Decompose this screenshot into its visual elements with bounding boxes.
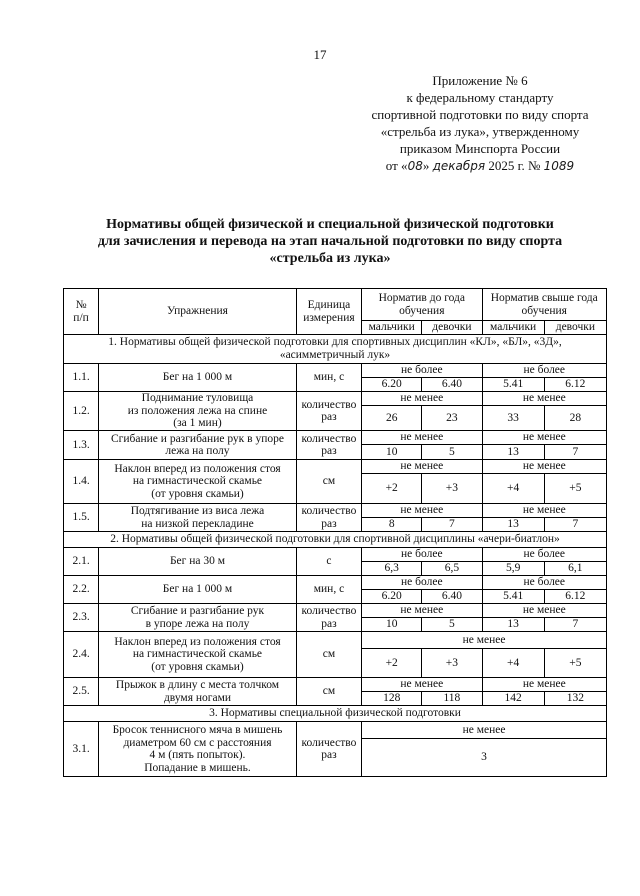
exercise-name: Бег на 1 000 м <box>99 576 297 604</box>
norms-table <box>63 288 607 777</box>
table-row <box>64 722 607 739</box>
unit-of-measure: количество раз <box>296 431 361 460</box>
norm-value: 6.20 <box>362 378 422 392</box>
norm-value: +4 <box>482 474 544 504</box>
norm-value: 5 <box>422 445 482 460</box>
norm-value: 6,5 <box>422 562 482 576</box>
unit-of-measure: количество раз <box>296 392 361 431</box>
norm-label: не менее <box>482 431 606 445</box>
exercise-name: Подтягивание из виса лежа на низкой перекладине <box>99 504 297 532</box>
exercise-name: Сгибание и разгибание рук в упоре лежа на полу <box>99 604 297 632</box>
norm-label: не более <box>482 364 606 378</box>
exercise-name: Поднимание туловища из положения лежа на спине (за 1 мин) <box>99 392 297 431</box>
norm-label: не более <box>482 576 606 590</box>
norm-value: 118 <box>422 692 482 706</box>
annex-line: спортивной подготовки по виду спорта <box>371 107 589 122</box>
norm-value: +2 <box>362 474 422 504</box>
annex-block <box>330 72 630 175</box>
unit-of-measure: мин, с <box>296 576 361 604</box>
table-row <box>64 431 607 445</box>
norm-value: +5 <box>544 649 606 678</box>
norm-label: не менее <box>362 431 482 445</box>
annex-line: приказом Минспорта России <box>399 141 561 156</box>
table-row <box>64 504 607 518</box>
norm-value: 6,3 <box>362 562 422 576</box>
handwritten-month: декабря <box>432 159 486 173</box>
norm-value: 13 <box>482 518 544 532</box>
header-exercise: Упражнения <box>99 289 297 335</box>
row-number: 1.1. <box>64 364 99 392</box>
norm-value: 28 <box>544 406 606 431</box>
annex-line: Приложение № 6 <box>432 73 528 88</box>
unit-of-measure: см <box>296 460 361 504</box>
norm-value: 142 <box>482 692 544 706</box>
norm-value: 33 <box>482 406 544 431</box>
unit-of-measure: количество раз <box>296 722 361 777</box>
annex-line: «стрельба из лука», утвержденному <box>380 124 580 139</box>
norm-value: 6.12 <box>544 590 606 604</box>
norm-value: 13 <box>482 618 544 632</box>
table-row <box>64 392 607 406</box>
norm-value: 5.41 <box>482 590 544 604</box>
norm-value: 8 <box>362 518 422 532</box>
norm-label: не менее <box>362 604 482 618</box>
table-row <box>64 460 607 474</box>
unit-of-measure: см <box>296 678 361 706</box>
row-number: 3.1. <box>64 722 99 777</box>
exercise-name: Наклон вперед из положения стоя на гимнастической скамье (от уровня скамьи) <box>99 460 297 504</box>
exercise-name: Бег на 30 м <box>99 548 297 576</box>
header-num: № п/п <box>64 289 99 335</box>
unit-of-measure: количество раз <box>296 604 361 632</box>
norm-value: 6.12 <box>544 378 606 392</box>
norm-value: +4 <box>482 649 544 678</box>
norm-value: +5 <box>544 474 606 504</box>
norm-label: не менее <box>482 604 606 618</box>
norm-label: не менее <box>362 678 482 692</box>
row-number: 2.1. <box>64 548 99 576</box>
table-row <box>64 678 607 692</box>
section-3-heading: 3. Нормативы специальной физической подготовки <box>64 706 607 722</box>
norm-value: 5,9 <box>482 562 544 576</box>
table-row <box>64 576 607 590</box>
norm-value: 6.40 <box>422 378 482 392</box>
annex-line: к федеральному стандарту <box>406 90 554 105</box>
header-row <box>64 289 607 321</box>
row-number: 2.3. <box>64 604 99 632</box>
section-2-heading: 2. Нормативы общей физической подготовки для спортивной дисциплины «ачери-биатлон» <box>64 532 607 548</box>
header-unit: Единица измерения <box>296 289 361 335</box>
norm-label: не менее <box>362 392 482 406</box>
norm-label: не менее <box>362 722 607 739</box>
header-norm-up-to-year: Норматив до года обучения <box>362 289 482 321</box>
norm-value: 3 <box>362 739 607 777</box>
header-boys: мальчики <box>482 321 544 335</box>
table-row <box>64 604 607 618</box>
annex-date-line: от «08» декабря 2025 г. № 1089 <box>385 158 575 173</box>
norm-value: 6.40 <box>422 590 482 604</box>
table-row <box>64 632 607 649</box>
row-number: 1.3. <box>64 431 99 460</box>
norm-value: 6.20 <box>362 590 422 604</box>
header-girls: девочки <box>544 321 606 335</box>
norm-label: не менее <box>482 504 606 518</box>
row-number: 1.5. <box>64 504 99 532</box>
norm-value: 7 <box>544 445 606 460</box>
norm-value: 26 <box>362 406 422 431</box>
norm-value: 10 <box>362 618 422 632</box>
norm-label: не более <box>482 548 606 562</box>
norm-label: не менее <box>482 678 606 692</box>
section-row <box>64 335 607 364</box>
exercise-name: Сгибание и разгибание рук в упоре лежа на полу <box>99 431 297 460</box>
norm-value: 132 <box>544 692 606 706</box>
norm-value: 7 <box>544 518 606 532</box>
exercise-name: Бег на 1 000 м <box>99 364 297 392</box>
norm-value: +3 <box>422 649 482 678</box>
norm-value: 10 <box>362 445 422 460</box>
norm-label: не менее <box>482 392 606 406</box>
page-number: 17 <box>313 47 327 62</box>
row-number: 2.2. <box>64 576 99 604</box>
header-boys: мальчики <box>362 321 422 335</box>
unit-of-measure: с <box>296 548 361 576</box>
norm-value: 6,1 <box>544 562 606 576</box>
section-row <box>64 532 607 548</box>
norm-label: не более <box>362 548 482 562</box>
section-row <box>64 706 607 722</box>
norm-label: не более <box>362 576 482 590</box>
row-number: 2.4. <box>64 632 99 678</box>
unit-of-measure: см <box>296 632 361 678</box>
norm-label: не более <box>362 364 482 378</box>
row-number: 1.4. <box>64 460 99 504</box>
handwritten-number: 1089 <box>543 159 575 173</box>
unit-of-measure: мин, с <box>296 364 361 392</box>
norm-label: не менее <box>362 504 482 518</box>
table-row <box>64 548 607 562</box>
norm-value: +3 <box>422 474 482 504</box>
document-title: Нормативы общей физической и специальной физической подготовки для зачисления и перевода на этап начальной подготовки по виду спорта «стрельба из лука» <box>97 217 563 266</box>
handwritten-day: 08 <box>407 159 423 173</box>
norm-value: 13 <box>482 445 544 460</box>
exercise-name: Наклон вперед из положения стоя на гимнастической скамье (от уровня скамьи) <box>99 632 297 678</box>
exercise-name: Бросок теннисного мяча в мишень диаметром 60 см с расстояния 4 м (пять попыток). Попадание в мишень. <box>99 722 297 777</box>
norm-value: 128 <box>362 692 422 706</box>
norm-value: 5.41 <box>482 378 544 392</box>
header-norm-over-year: Норматив свыше года обучения <box>482 289 606 321</box>
unit-of-measure: количество раз <box>296 504 361 532</box>
row-number: 2.5. <box>64 678 99 706</box>
norm-value: 5 <box>422 618 482 632</box>
norm-value: 7 <box>544 618 606 632</box>
norm-label: не менее <box>482 460 606 474</box>
norm-label: не менее <box>362 632 607 649</box>
norm-value: 7 <box>422 518 482 532</box>
norm-label: не менее <box>362 460 482 474</box>
table-row <box>64 364 607 378</box>
norm-value: 23 <box>422 406 482 431</box>
row-number: 1.2. <box>64 392 99 431</box>
norm-value: +2 <box>362 649 422 678</box>
exercise-name: Прыжок в длину с места толчком двумя ногами <box>99 678 297 706</box>
section-1-heading: 1. Нормативы общей физической подготовки для спортивных дисциплин «КЛ», «БЛ», «3Д», «асимметричный лук» <box>64 335 607 364</box>
header-girls: девочки <box>422 321 482 335</box>
